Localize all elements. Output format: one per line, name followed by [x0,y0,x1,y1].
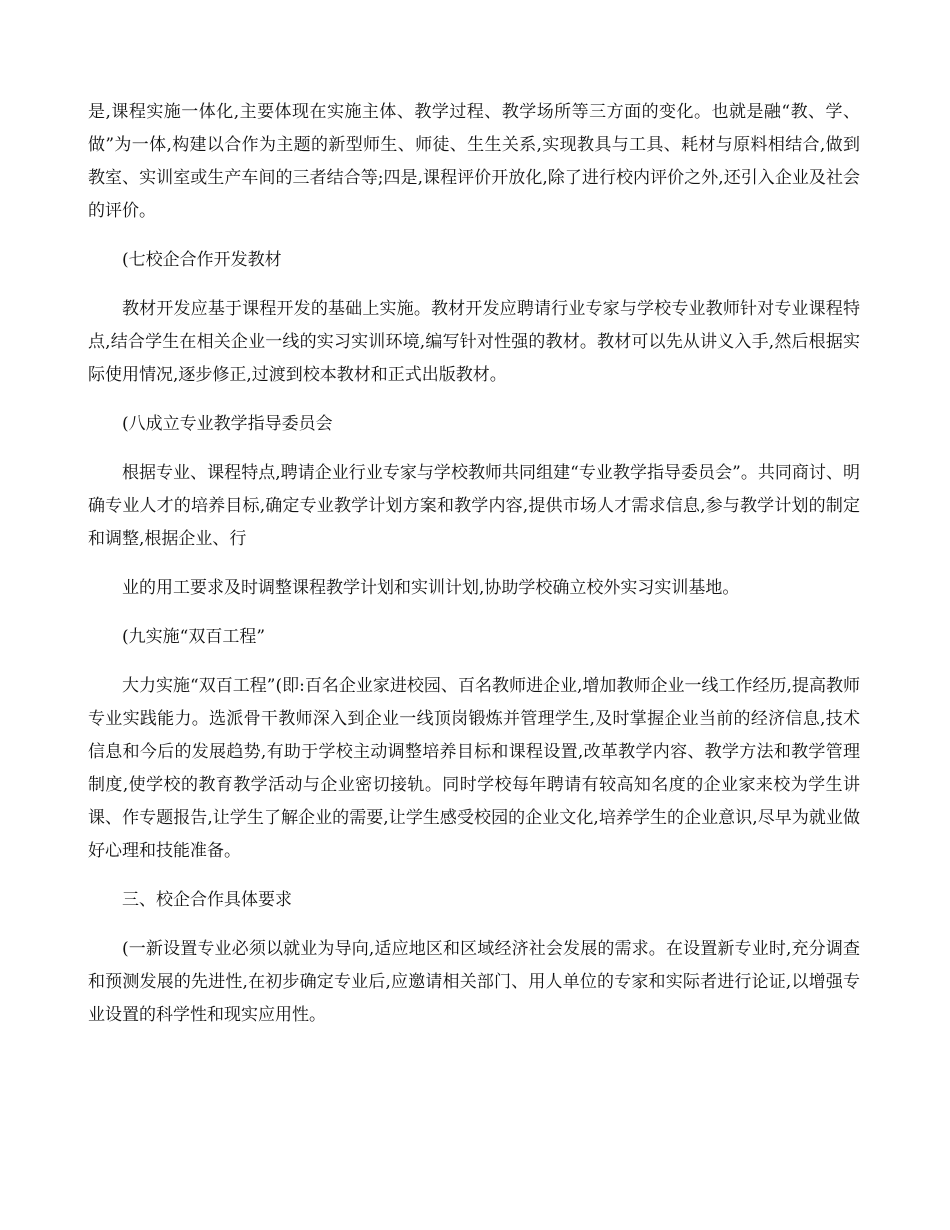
paragraph-course-integration: 是,课程实施一体化,主要体现在实施主体、教学过程、教学场所等三方面的变化。也就是融“教、学、做”为一体,构建以合作为主题的新型师生、师徒、生生关系,实现教具与工具、耗材与原料相结合,做到教室、实训室或生产车间的三者结合等;四是,课程评价开放化,除了进行校内评价之外,还引入企业及社会的评价。 [88,102,860,221]
heading-textbook-development: (七校企合作开发教材 [122,250,282,270]
paragraph-guidance-committee-continued: 业的用工要求及时调整课程教学计划和实训计划,协助学校确立校外实习实训基地。 [122,578,740,598]
document-page [88,96,860,1048]
heading-cooperation-requirements: 三、校企合作具体要求 [122,890,292,910]
heading-guidance-committee: (八成立专业教学指导委员会 [122,414,333,434]
paragraph-textbook-development: 教材开发应基于课程开发的基础上实施。教材开发应聘请行业专家与学校专业教师针对专业课程特点,结合学生在相关企业一线的实习实训环境,编写针对性强的教材。教材可以先从讲义入手,然后根据实际使用情况,逐步修正,过渡到校本教材和正式出版教材。 [88,299,860,385]
paragraph-new-major-setup: (一新设置专业必须以就业为导向,适应地区和区域经济社会发展的需求。在设置新专业时,充分调查和预测发展的先进性,在初步确定专业后,应邀请相关部门、用人单位的专家和实际者进行论证,以增强专业设置的科学性和现实应用性。 [88,939,860,1025]
paragraph-double-hundred-project: 大力实施“双百工程”(即:百名企业家进校园、百名教师进企业,增加教师企业一线工作经历,提高教师专业实践能力。选派骨干教师深入到企业一线顶岗锻炼并管理学生,及时掌握企业当前的经济信息,技术信息和今后的发展趋势,有助于学校主动调整培养目标和课程设置,改革教学内容、教学方法和教学管理制度,使学校的教育教学活动与企业密切接轨。同时学校每年聘请有较高知名度的企业家来校为学生讲课、作专题报告,让学生了解企业的需要,让学生感受校园的企业文化,培养学生的企业意识,尽早为就业做好心理和技能准备。 [88,676,860,861]
heading-double-hundred-project: (九实施“双百工程” [122,627,266,647]
paragraph-guidance-committee: 根据专业、课程特点,聘请企业行业专家与学校教师共同组建“专业教学指导委员会”。共同商讨、明确专业人才的培养目标,确定专业教学计划方案和教学内容,提供市场人才需求信息,参与教学计划的制定和调整,根据企业、行 [88,463,860,549]
